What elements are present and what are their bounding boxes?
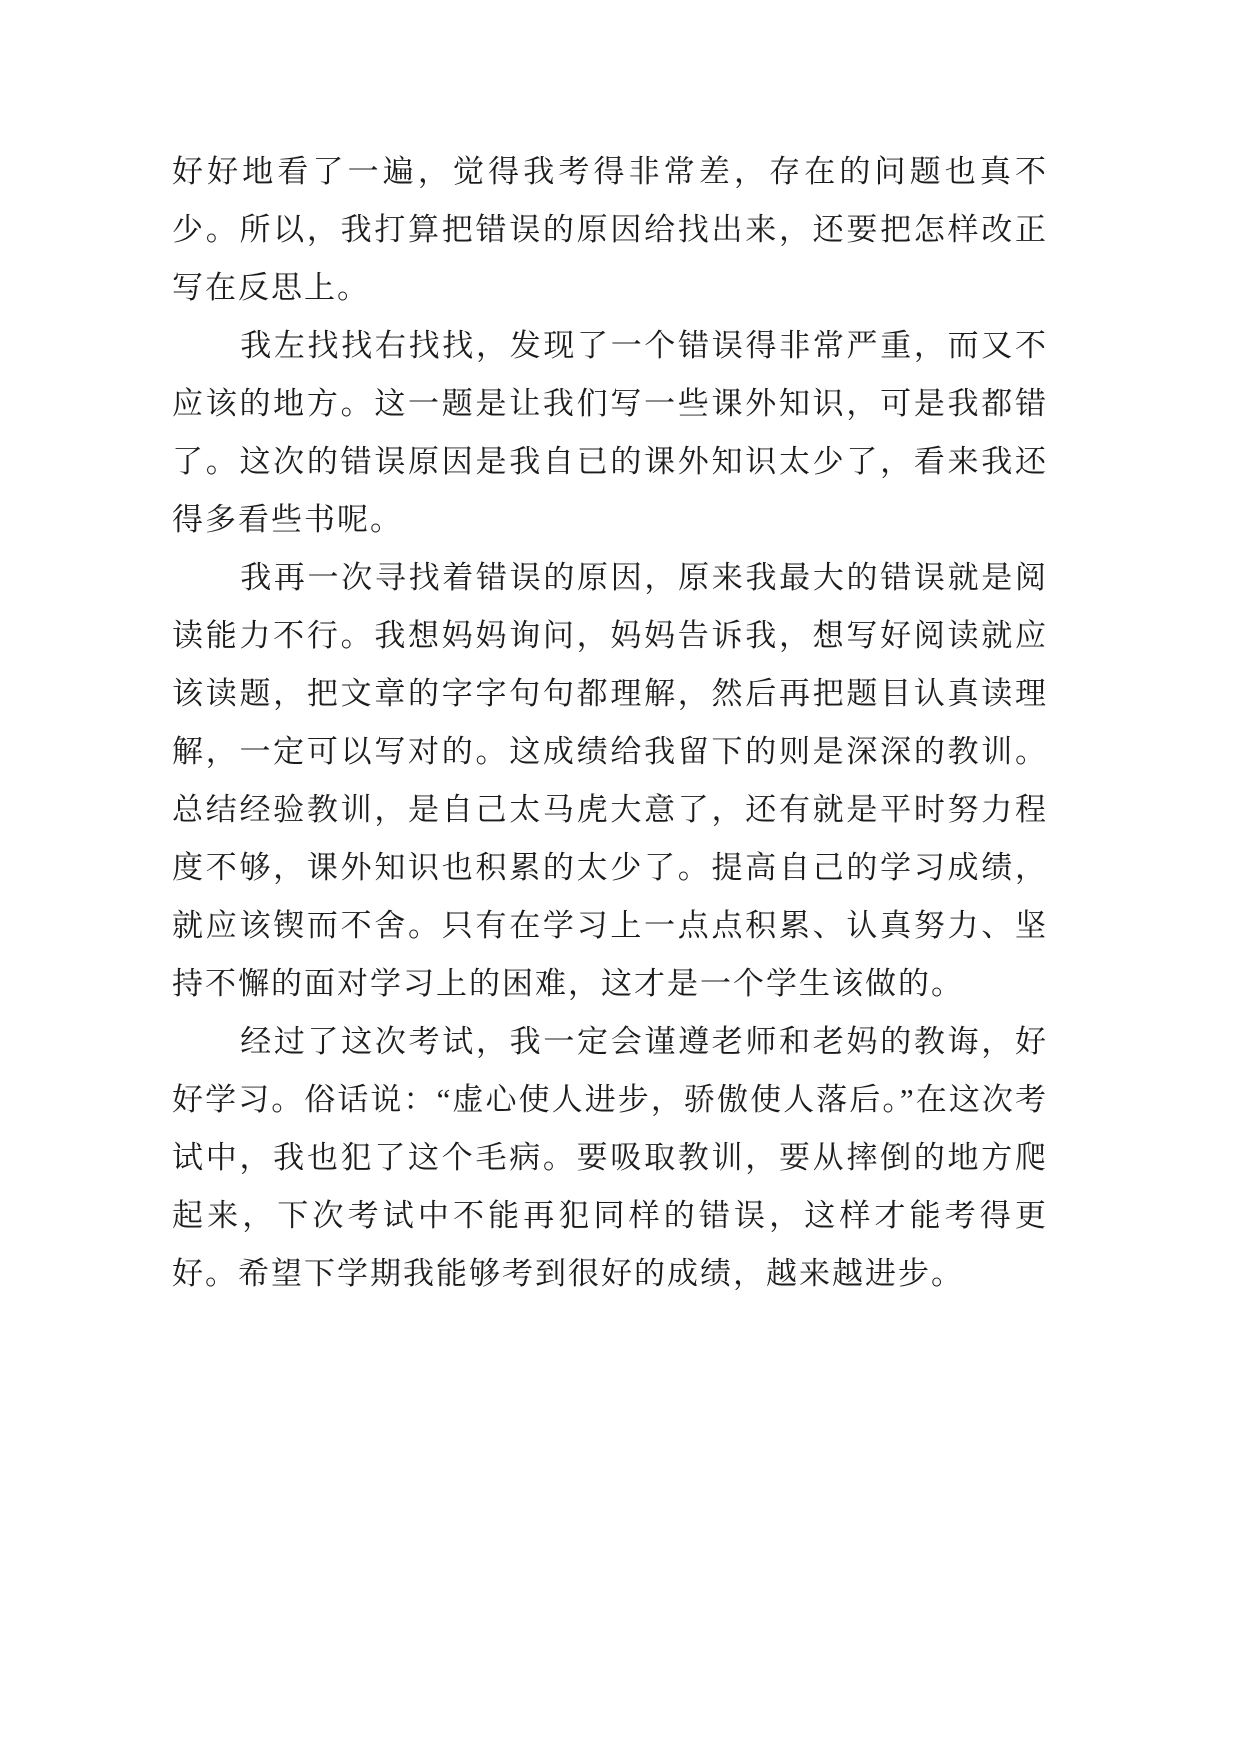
document-body: [172, 143, 1048, 1303]
paragraph-conclusion: 经过了这次考试，我一定会谨遵老师和老妈的教诲，好好学习。俗话说：“虚心使人进步，骄傲使人落后。”在这次考试中，我也犯了这个毛病。要吸取教训，要从摔倒的地方爬起来，下次考试中不能再犯同样的错误，这样才能考得更好。希望下学期我能够考到很好的成绩，越来越进步。: [172, 1024, 1048, 1291]
paragraph-lessons-learned: 我再一次寻找着错误的原因，原来我最大的错误就是阅读能力不行。我想妈妈询问，妈妈告诉我，想写好阅读就应该读题，把文章的字字句句都理解，然后再把题目认真读理解，一定可以写对的。这成绩给我留下的则是深深的教训。总结经验教训，是自己太马虎大意了，还有就是平时努力程度不够，课外知识也积累的太少了。提高自己的学习成绩，就应该锲而不舍。只有在学习上一点点积累、认真努力、坚持不懈的面对学习上的困难，这才是一个学生该做的。: [172, 560, 1048, 1001]
paragraph-finding-errors: 我左找找右找找，发现了一个错误得非常严重，而又不应该的地方。这一题是让我们写一些课外知识，可是我都错了。这次的错误原因是我自已的课外知识太少了，看来我还得多看些书呢。: [172, 328, 1048, 537]
paragraph-continuation: 好好地看了一遍，觉得我考得非常差，存在的问题也真不少。所以，我打算把错误的原因给找出来，还要把怎样改正写在反思上。: [172, 154, 1048, 305]
